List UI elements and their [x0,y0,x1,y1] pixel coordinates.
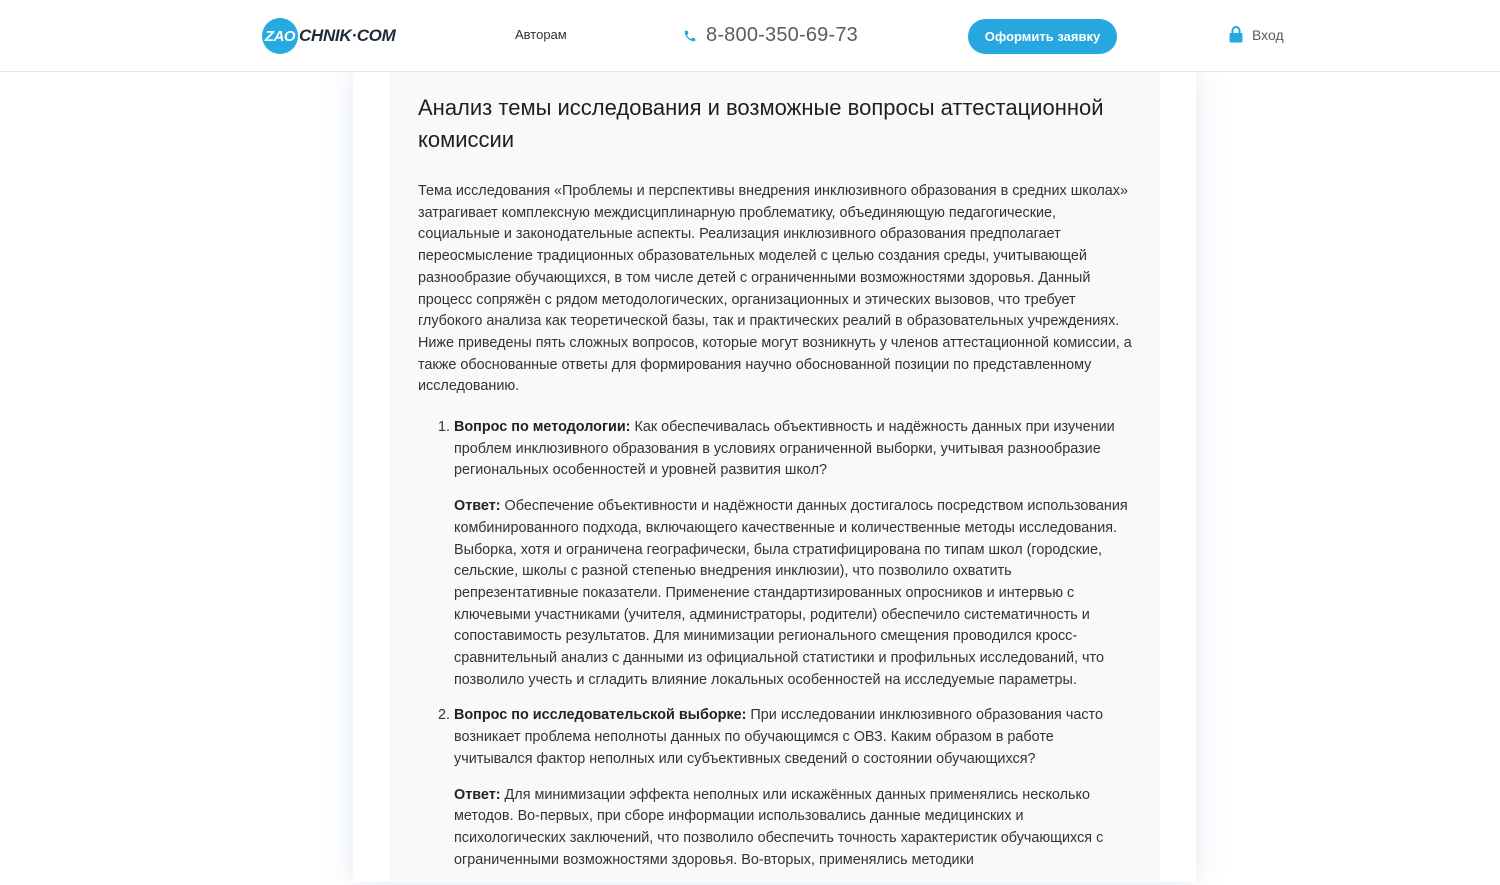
question-label: Вопрос по методологии: [454,419,631,436]
question-text: При исследовании инклюзивного образования часто возникает проблема неполноты данных по обучающимся с ОВЗ. Каким образом в работе учитывался фактор неполных или субъективных сведений о состоянии обучающихся? [454,707,1103,767]
answer-label: Ответ: [454,786,501,803]
questions-list [418,417,1133,871]
question [454,417,1133,482]
phone-number: 8-800-350-69-73 [706,24,858,46]
answer [454,496,1133,691]
article-content [418,92,1133,885]
list-item [454,417,1133,691]
logo-text: CHNIK·COM [299,26,396,45]
list-item [454,705,1133,871]
site-header [0,0,1500,72]
login-label: Вход [1252,26,1284,43]
phone-link[interactable] [683,24,858,47]
question-text: Как обеспечивалась объективность и надёжность данных при изучении проблем инклюзивного образования в условиях ограниченной выборки, учитывая разнообразие региональных особенностей и уровней развития школ? [454,419,1115,479]
article-title: Анализ темы исследования и возможные вопросы аттестационной комиссии [418,95,1104,152]
article-intro: Тема исследования «Проблемы и перспективы внедрения инклюзивного образования в средних школах» затрагивает комплексную междисциплинарную проблематику, объединяющую педагогические, социальные и законодательные аспекты. Реализация инклюзивного образования предполагает переосмысление традиционных образовательных моделей с целью создания среды, учитывающей разнообразие обучающихся, в том числе детей с ограниченными возможностями здоровья. Данный процесс сопряжён с рядом методологических, организационных и этических вызовов, что требует глубокого анализа как теоретической базы, так и практических реалий в образовательных учреждениях. Ниже приведены пять сложных вопросов, которые могут возникнуть у членов аттестационной комиссии, а также обоснованные ответы для формирования научно обоснованной позиции по представленному исследованию. [418,183,1132,395]
lock-icon [1229,26,1243,43]
nav-link-authors[interactable]: Авторам [515,27,567,42]
answer-text: Обеспечение объективности и надёжности данных достигалось посредством использования комбинированного подхода, включающего качественные и количественные методы исследования. Выборка, хотя и ограничена географически, была стратифицирована по типам школ (городские, сельские, школы с разной степенью внедрения инклюзии), что позволило охватить репрезентативные показатели. Применение стандартизированных опросников и интервью с ключевыми участниками (учителя, администраторы, родители) обеспечило систематичность и сопоставимость результатов. Для минимизации регионального смещения проводился кросс-сравнительный анализ с данными из официальной статистики и профильных исследований, что позволило учесть и сгладить влияние локальных особенностей на исследуемые параметры. [454,498,1128,688]
answer-text: Для минимизации эффекта неполных или искажённых данных применялись несколько методов. Во-первых, при сборе информации использовались данные медицинских и психологических заключений, что позволило обеспечить точность характеристик обучающихся с ограниченными возможностями здоровья. Во-вторых, применялись методики [454,786,1104,868]
answer-label: Ответ: [454,498,501,515]
login-link[interactable] [1229,26,1284,43]
logo-badge: ZAO [262,18,298,54]
phone-icon [683,29,697,43]
question [454,705,1133,770]
answer [454,785,1133,872]
question-label: Вопрос по исследовательской выборке: [454,707,747,724]
site-logo[interactable] [262,18,395,54]
submit-request-button[interactable]: Оформить заявку [968,19,1117,54]
